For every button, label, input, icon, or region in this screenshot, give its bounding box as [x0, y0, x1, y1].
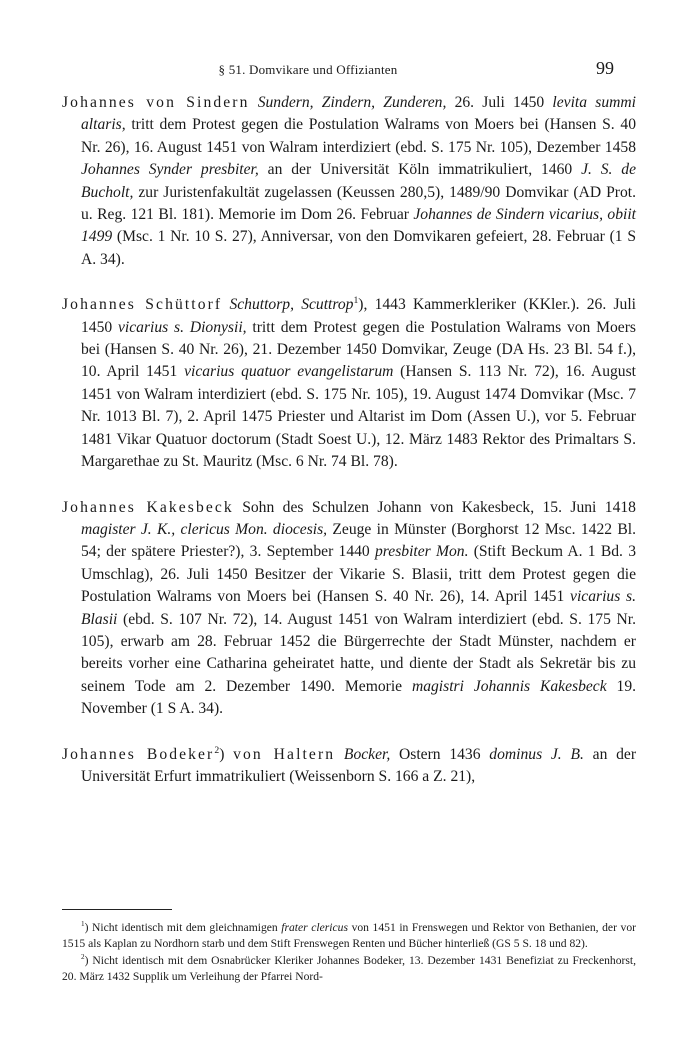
italic-term: vicarius s. Blasii: [81, 588, 637, 628]
footnote-1: [62, 920, 636, 953]
text-run: Zeuge in Münster (Borghorst 12 Msc. 1422 Bl. 54; der spätere Priester?), 3. September 1440: [81, 520, 636, 561]
italic-term: magistri Johannis Kakesbeck: [411, 677, 607, 695]
text-run: (Hansen S. 113 Nr. 72), 16. August 1451 von Walram interdiziert (ebd. S. 175 Nr. 105), 19. August 1474 Domvikar (Msc. 7 Nr. 1013 Bl. 7), 2. April 1475 Priester und Altarist im Dom (Assen U.), vor 5. Februar 1481 Vikar Quatuor doctorum (Stadt Soest U.), 12. März 1483 Rektor des Primaltars S. Margarethae zu St. Mauritz (Msc. 6 Nr. 74 Bl. 78).: [81, 363, 636, 471]
entry-johannes-von-sindern: [62, 92, 636, 271]
text-run: an der Universität Erfurt immatrikuliert (Weissenborn S. 166 a Z. 21),: [81, 745, 637, 785]
text-run: ) Nicht identisch mit dem gleichnamigen: [84, 921, 282, 934]
page-number: 99: [596, 58, 614, 78]
text-run: ) Nicht identisch mit dem Osnabrücker Kleriker Johannes Bodeker, 13. Dezember 1431 Benefiziat zu Freckenhorst, 20. März 1432 Supplik um Verleihung der Pfarrei Nord-: [62, 953, 636, 984]
text-run: an der Universität Köln immatrikuliert, 1460: [258, 161, 582, 179]
entry-name-part: von Haltern: [233, 745, 336, 763]
text-run: 26. Juli 1450: [446, 94, 553, 111]
text-run: (Msc. 1 Nr. 10 S. 27), Anniversar, von den Domvikaren gefeiert, 28. Februar (1 S A. 34).: [81, 228, 636, 268]
main-text: [62, 92, 636, 811]
entry-name: Johannes Schüttorf: [62, 296, 223, 314]
entry-johannes-schuettorf: [62, 294, 636, 473]
text-run: tritt dem Protest gegen die Postulation Walrams von Moers bei (Hansen S. 40 Nr. 26), 21. Dezember 1450 Domvikar, Zeuge (DA Hs. 23 Bl. 54 f.), 10. April 1451: [81, 318, 636, 381]
italic-term: levita summi altaris,: [81, 94, 636, 134]
entry-johannes-bodeker: [62, 744, 636, 789]
entry-johannes-kakesbeck: [62, 497, 636, 721]
footnote-marker: 1: [353, 295, 359, 307]
footnote-marker: 2: [81, 952, 85, 961]
footnote-marker: 2: [214, 744, 220, 756]
text-run: Sohn des Schulzen Johann von Kakesbeck, 15. Juni 1418: [242, 498, 636, 516]
text-run: von 1451 in Frenswegen und Rektor von Bethanien, der vor 1515 als Kaplan zu Nordhorn starb und dem Stift Frenswegen Renten und Bücher hinterließ (GS 5 S. 18 und 82).: [62, 921, 636, 951]
italic-term: J. S. de Bucholt,: [81, 161, 637, 201]
italic-term: Johannes Synder presbiter,: [81, 161, 259, 179]
entry-name: Johannes Kakesbeck: [62, 498, 234, 516]
footnote-2: [62, 953, 636, 986]
text-run: ): [219, 745, 234, 763]
text-run: Ostern 1436: [390, 745, 490, 763]
italic-term: vicarius s. Dionysii,: [118, 318, 247, 336]
text-run: (ebd. S. 107 Nr. 72), 14. August 1451 von Walram interdiziert (ebd. S. 175 Nr. 105), erwarb am 28. Februar 1452 die Bürgerrechte der Stadt Münster, nachdem er bereits vorher eine Catharina geheiratet hatte, und diente der Stadt als Sekretär bis zu seinem Tode am 2. Dezember 1490. Memorie: [81, 610, 636, 695]
footnotes: [62, 920, 636, 986]
italic-term: Schuttorp, Scuttrop: [229, 296, 354, 314]
italic-term: presbiter Mon.: [375, 543, 469, 561]
footnote-rule: [62, 909, 172, 910]
running-head: [0, 58, 700, 82]
entry-name: Johannes von Sindern: [62, 94, 250, 111]
italic-term: Johannes de Sindern vicarius, obiit 1499: [81, 206, 636, 246]
text-run: (Stift Beckum A. 1 Bd. 3 Umschlag), 26. Juli 1450 Besitzer der Vikarie S. Blasii, tritt dem Protest gegen die Postulation Walrams von Moers bei (Hansen S. 40 Nr. 26), 14. April 1451: [81, 543, 637, 606]
text-run: 19. November (1 S A. 34).: [81, 677, 637, 718]
entry-name: Johannes Bodeker: [62, 745, 215, 763]
text-run: [335, 746, 344, 763]
italic-term: vicarius quatuor evangelistarum: [184, 363, 394, 381]
text-run: ), 1443 Kammerkleriker (KKler.). 26. Juli 1450: [81, 296, 636, 336]
footnote-marker: 1: [81, 920, 85, 929]
italic-term: Sundern, Zindern, Zunderen,: [257, 94, 447, 111]
italic-term: dominus J. B.: [489, 745, 584, 763]
text-run: zur Juristenfakultät zugelassen (Keussen 280,5), 1489/90 Domvikar (AD Prot. u. Reg. 121 Bl. 181). Memorie im Dom 26. Februar: [81, 183, 636, 224]
italic-term: magister J. K., clericus Mon. diocesis,: [81, 520, 328, 538]
text-run: tritt dem Protest gegen die Postulation Walrams von Moers bei (Hansen S. 40 Nr. 26), 16. August 1451 von Walram interdiziert (ebd. S. 175 Nr. 105), Dezember 1458: [81, 116, 636, 156]
section-title: § 51. Domvikare und Offizianten: [218, 62, 398, 77]
italic-term: frater clericus: [281, 921, 348, 934]
italic-term: Bocker,: [343, 745, 391, 763]
